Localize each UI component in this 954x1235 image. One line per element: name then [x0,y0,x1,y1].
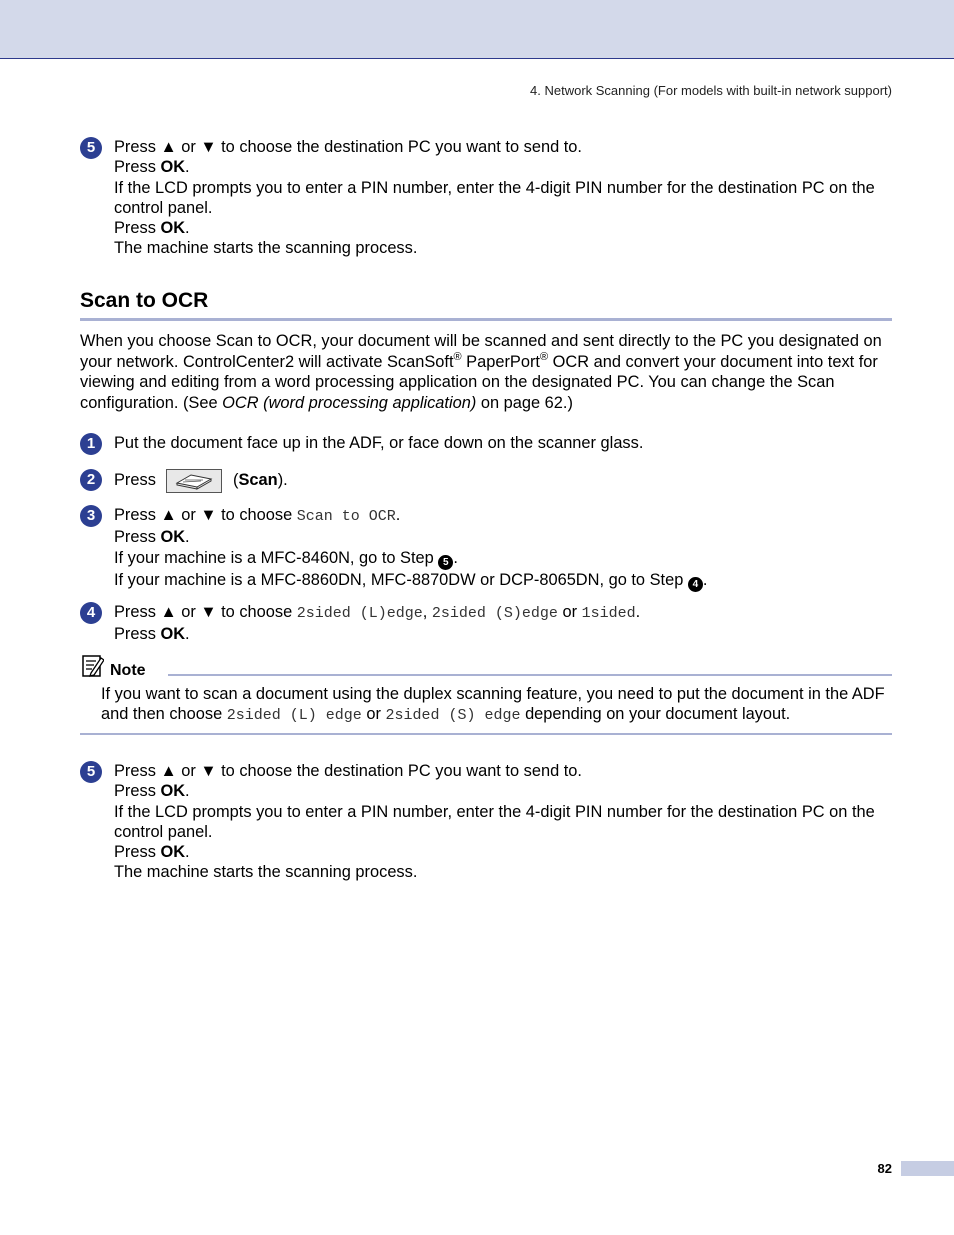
page-tab [901,1161,954,1176]
cross-reference: OCR (word processing application) [222,393,477,412]
ok-key: OK [160,782,186,801]
ok-key: OK [160,625,186,644]
model-instruction: If your machine is a MFC-8860DN, MFC-8870DW or DCP-8065DN, go to Step 4 . [114,570,708,590]
step-text: Press ▲ or ▼ to choose the destination PC you want to send to. [114,762,582,780]
step-text: The machine starts the scanning process. [114,863,418,882]
step-reference: 4 [688,577,703,592]
step-2 [80,469,900,493]
step-text: Press ▲ or ▼ to choose the destination PC you want to send to. [114,138,582,156]
press-ok-line: Press OK. [114,843,190,862]
step-number-badge: 5 [80,137,102,159]
step-number-badge: 5 [80,761,102,783]
scan-button-icon [166,469,222,493]
lcd-option: 2sided (S)edge [431,605,558,622]
step-text: Press (Scan). [114,469,900,493]
lcd-option: 2sided (L)edge [296,605,423,622]
ok-key: OK [160,528,186,547]
step-text: The machine starts the scanning process. [114,239,418,258]
press-ok-line: Press OK. [114,219,190,238]
step-number-badge: 3 [80,505,102,527]
scan-key: Scan [238,471,278,489]
step-1 [80,433,900,453]
step-number-badge: 4 [80,602,102,624]
note-bottom-divider [80,733,892,735]
lcd-option: 2sided (S) edge [385,707,521,725]
running-header: 4. Network Scanning (For models with built-in network support) [530,83,892,98]
header-band [0,0,954,59]
step-number-badge: 2 [80,469,102,491]
press-ok-line: Press OK. [114,625,190,644]
note-label: Note [110,662,146,679]
note-box [80,654,892,727]
note-pencil-icon [82,654,104,678]
section-divider [80,318,892,321]
pin-instruction: If the LCD prompts you to enter a PIN number, enter the 4-digit PIN number for the destination PC on the control panel. [114,178,875,217]
scanner-icon [167,470,221,492]
press-ok-line: Press OK. [114,782,190,801]
pin-instruction: If the LCD prompts you to enter a PIN number, enter the 4-digit PIN number for the destination PC on the control panel. [114,802,875,841]
lcd-option: 2sided (L) edge [226,707,362,725]
step-reference: 5 [438,555,453,570]
note-divider [168,674,892,676]
step-3 [80,505,900,592]
lcd-option: 1sided [581,605,636,622]
step-text: Press ▲ or ▼ to choose Scan to OCR. [114,506,401,525]
ok-key: OK [160,843,186,862]
note-text: If you want to scan a document using the duplex scanning feature, you need to put the document in the ADF and then choose 2sided (L) edge or 2sided (S) edge depending on your document layout. [101,685,885,725]
page-number: 82 [877,1161,892,1176]
step-number-badge: 1 [80,433,102,455]
press-ok-line: Press OK. [114,158,190,177]
intro-paragraph: When you choose Scan to OCR, your document will be scanned and sent directly to the PC you designated on your network. ControlCenter2 will activate ScanSoft® PaperPort® OCR and convert your document into text for viewing and editing from a word processing application on the designated PC. You can change the Scan configuration. (See OCR (word processing application) on page 62.) [80,332,882,412]
lcd-option: Scan to OCR [296,508,396,525]
section-title: Scan to OCR [80,289,209,312]
ok-key: OK [160,158,186,177]
step-text: Press ▲ or ▼ to choose 2sided (L)edge, 2sided (S)edge or 1sided. [114,603,641,622]
ok-key: OK [160,219,186,238]
model-instruction: If your machine is a MFC-8460N, go to Step 5 . [114,548,458,568]
step-5-top [80,137,900,259]
step-5-bottom [80,761,900,883]
step-4 [80,602,900,645]
step-text: Put the document face up in the ADF, or face down on the scanner glass. [114,434,644,452]
press-ok-line: Press OK. [114,528,190,547]
